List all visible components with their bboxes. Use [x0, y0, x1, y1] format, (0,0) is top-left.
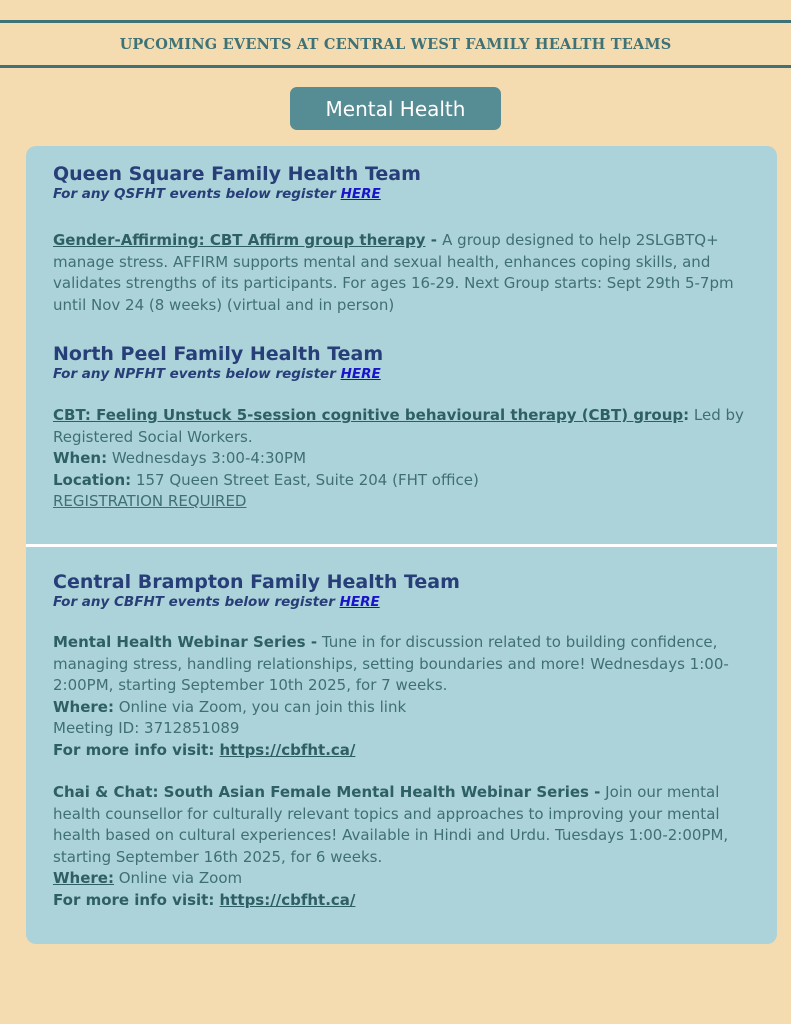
info-link[interactable]: https://cbfht.ca/ [219, 890, 356, 909]
event-title: Chai & Chat: South Asian Female Mental Health Webinar Series - [53, 783, 601, 801]
when-line: When: Wednesdays 3:00-4:30PM [53, 449, 307, 467]
event-description: Led by Registered Social Workers. [53, 406, 744, 446]
register-link[interactable]: HERE [339, 594, 380, 610]
npfht-event: CBT: Feeling Unstuck 5-session cognitive behavioural therapy (CBT) group: Led by Registered Social Workers. When: Wednesdays 3:00-4:30PM Location: 157 Queen Street East, Suite 204 (FHT office) REGISTRATION REQUIRED [53, 405, 750, 513]
npfht-section [53, 343, 750, 383]
register-line: For any QSFHT events below register HERE [53, 186, 381, 202]
event-description: Tune in for discussion related to building confidence, managing stress, handling relationships, setting boundaries and more! Wednesdays 1:00-2:00PM, starting September 10th 2025, for 7 weeks. [53, 633, 729, 694]
event-title-link[interactable]: CBT: Feeling Unstuck 5-session cognitive behavioural therapy (CBT) group [53, 406, 684, 424]
more-info-line: For more info visit: https://cbfht.ca/ [53, 890, 356, 909]
cbfht-section [53, 571, 750, 611]
team-name: North Peel Family Health Team [53, 343, 384, 365]
registration-required-link[interactable]: REGISTRATION REQUIRED [53, 492, 247, 510]
cbfht-event-1 [53, 632, 750, 761]
event-description: A group designed to help 2SLGBTQ+ manage stress. AFFIRM supports mental and sexual health, enhances coping skills, and validates strengths of its participants. For ages 16-29. Next Group starts: Sept 29th 5-7pm until Nov 24 (8 weeks) (virtual and in person) [53, 231, 734, 314]
page-title: UPCOMING EVENTS AT CENTRAL WEST FAMILY HEALTH TEAMS [119, 35, 672, 53]
where-line: Where: Online via Zoom [53, 869, 243, 887]
header-band [0, 20, 791, 68]
register-line: For any NPFHT events below register HERE [53, 366, 381, 382]
register-line: For any CBFHT events below register HERE [53, 594, 380, 610]
qsfht-event: Gender-Affirming: CBT Affirm group therapy - A group designed to help 2SLGBTQ+ manage stress. AFFIRM supports mental and sexual health, enhances coping skills, and validates strengths of its participants. For ages 16-29. Next Group starts: Sept 29th 5-7pm until Nov 24 (8 weeks) (virtual and in person) [53, 231, 734, 314]
meeting-id: Meeting ID: 3712851089 [53, 719, 240, 737]
section-label: Mental Health [325, 96, 466, 121]
more-info-line: For more info visit: https://cbfht.ca/ [53, 740, 356, 759]
team-name: Central Brampton Family Health Team [53, 571, 460, 593]
where-line: Where: Online via Zoom, you can join this link [53, 697, 407, 716]
cbfht-event-2 [53, 782, 750, 911]
register-link[interactable]: HERE [340, 186, 381, 202]
event-title: Mental Health Webinar Series - [53, 633, 318, 651]
event-title-link[interactable]: Gender-Affirming: CBT Affirm group therapy [53, 231, 426, 249]
section-badge [290, 87, 501, 130]
events-card-bottom [26, 547, 777, 944]
location-line: Location: 157 Queen Street East, Suite 204 (FHT office) [53, 470, 479, 489]
event-description: Join our mental health counsellor for culturally relevant topics and approaches to improving your mental health based on cultural experiences! Available in Hindi and Urdu. Tuesdays 1:00-2:00PM, starting September 16th 2025, for 6 weeks. [53, 783, 729, 866]
info-link[interactable]: https://cbfht.ca/ [219, 740, 356, 759]
events-card-top [26, 146, 777, 544]
team-name: Queen Square Family Health Team [53, 163, 421, 185]
qsfht-section [53, 163, 750, 203]
register-link[interactable]: HERE [340, 366, 381, 382]
